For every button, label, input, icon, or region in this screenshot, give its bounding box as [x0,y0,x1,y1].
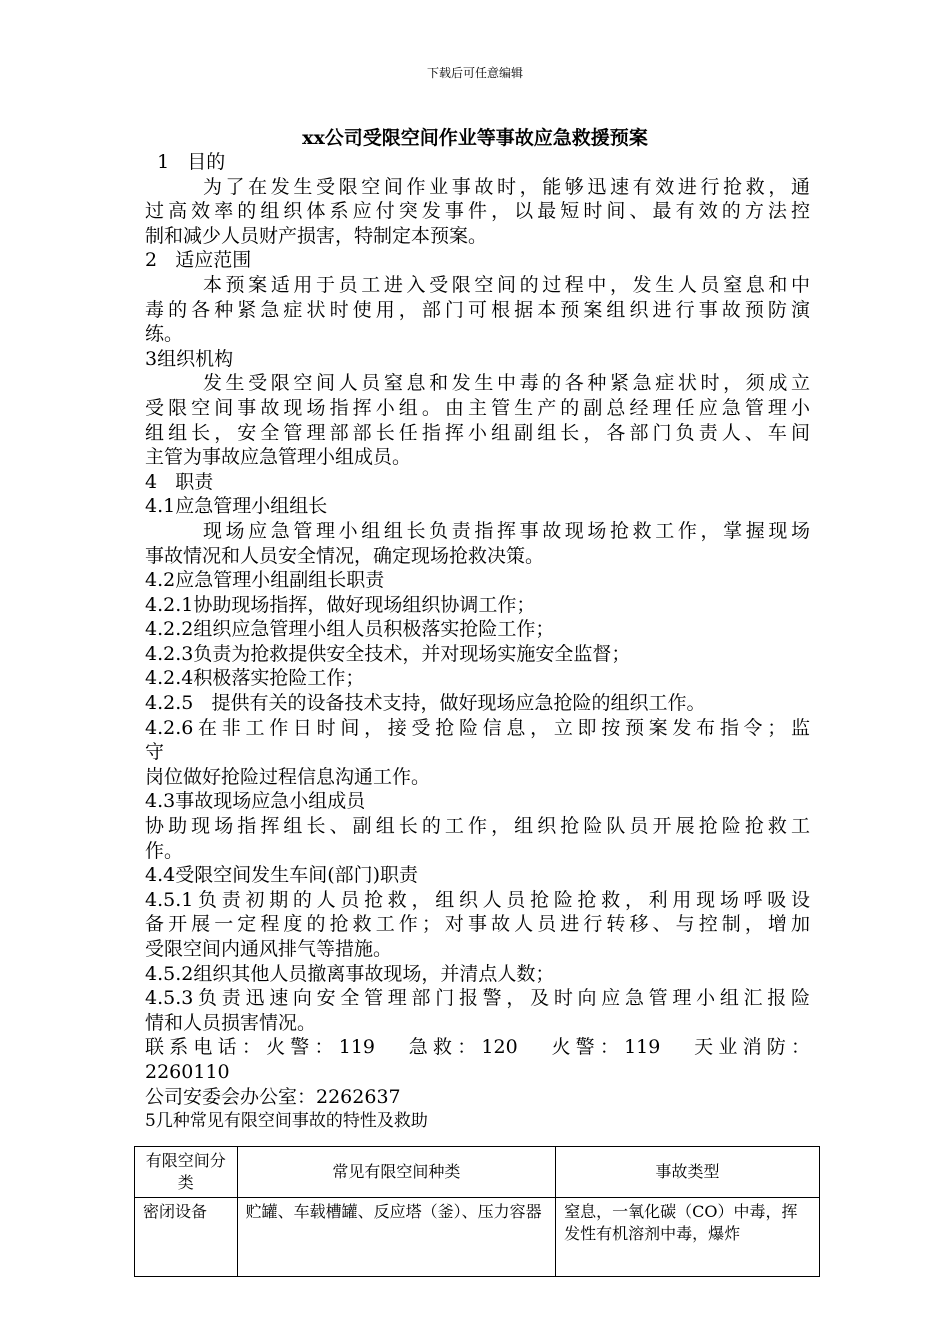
confined-space-table [134,1146,820,1277]
header-note: 下载后可任意编辑 [426,66,523,80]
table-row [135,1198,820,1277]
document-title: xx公司受限空间作业等事故应急救援预案 [302,127,648,149]
text-line: 4.4受限空间发生车间(部门)职责 [145,864,419,887]
text-line: 4.2.3负责为抢救提供安全技术，并对现场实施安全监督； [145,642,631,665]
text-line: 练。 [145,323,184,346]
text-line: 受限空间事故现场指挥小组。由主管生产的副总经理任应急管理小 [145,396,810,419]
text-line: 组组长，安全管理部部长任指挥小组副组长，各部门负责人、车间 [145,421,810,444]
text-line: 2260110 [145,1060,230,1083]
cell-types: 贮罐、车载槽罐、反应塔（釜）、压力容器 [237,1198,556,1277]
text-line: 3组织机构 [145,347,234,370]
text-line: 发生受限空间人员窒息和发生中毒的各种紧急症状时，须成立 [145,372,810,395]
text-line: 4.1应急管理小组组长 [145,495,328,518]
text-line: 过高效率的组织体系应付突发事件，以最短时间、最有效的方法控 [145,200,810,223]
text-line: 4.2.1协助现场指挥，做好现场组织协调工作； [145,593,536,616]
text-line: 事故情况和人员安全情况，确定现场抢救决策。 [145,544,545,567]
text-line: 制和减少人员财产损害，特制定本预案。 [145,224,488,247]
table-header-row [135,1147,820,1198]
text-line: 作。 [145,839,184,862]
text-line: 备开展一定程度的抢救工作；对事故人员进行转移、与控制，增加 [145,913,810,936]
text-line: 情和人员损害情况。 [145,1011,317,1034]
header-category: 有限空间分类 [135,1147,238,1198]
text-line: 受限空间内通风排气等措施。 [145,938,393,960]
text-line: 协助现场指挥组长、副组长的工作，组织抢险队员开展抢险抢救工 [145,815,810,838]
text-line: 5几种常见有限空间事故的特性及救助 [145,1111,428,1132]
text-line: 4.2.4积极落实抢险工作； [145,667,365,690]
text-line: 毒的各种紧急症状时使用，部门可根据本预案组织进行事故预防演 [145,298,810,321]
cell-accident-type: 窒息，一氧化碳（CO）中毒，挥发性有机溶剂中毒，爆炸 [556,1198,820,1277]
document-body [145,150,810,1134]
text-line: 4.2.2组织应急管理小组人员积极落实抢险工作； [145,618,555,641]
text-line: 2 适应范围 [145,249,252,272]
text-line: 4.5.2组织其他人员撤离事故现场，并清点人数； [145,962,555,985]
text-line: 1 目的 [145,151,226,173]
text-line: 4.3事故现场应急小组成员 [145,790,366,813]
text-line: 4.2应急管理小组副组长职责 [145,569,385,592]
text-line: 为了在发生受限空间作业事故时，能够迅速有效进行抢救，通 [145,175,810,198]
text-line: 4 职责 [145,470,214,493]
text-line: 4.2.5 提供有关的设备技术支持，做好现场应急抢险的组织工作。 [145,692,706,715]
text-line: 4.2.6在非工作日时间，接受抢险信息，立即按预案发布指令；监 [145,716,810,739]
cell-category: 密闭设备 [135,1198,238,1277]
header-accident-type: 事故类型 [556,1147,820,1198]
text-line: 公司安委会办公室：2262637 [145,1085,401,1108]
text-line: 守 [145,741,165,764]
header-types: 常见有限空间种类 [237,1147,556,1198]
text-line: 现场应急管理小组组长负责指挥事故现场抢救工作，掌握现场 [145,519,810,542]
text-line: 主管为事故应急管理小组成员。 [145,446,412,469]
text-line: 4.5.1负责初期的人员抢救，组织人员抢险抢救，利用现场呼吸设 [145,888,810,911]
text-line: 4.5.3负责迅速向安全管理部门报警，及时向应急管理小组汇报险 [145,987,810,1010]
text-line: 联系电话：火警：119 急救：120 火警：119 天业消防： [145,1036,810,1059]
text-line: 本预案适用于员工进入受限空间的过程中，发生人员窒息和中 [145,273,810,296]
text-line: 岗位做好抢险过程信息沟通工作。 [145,765,431,788]
